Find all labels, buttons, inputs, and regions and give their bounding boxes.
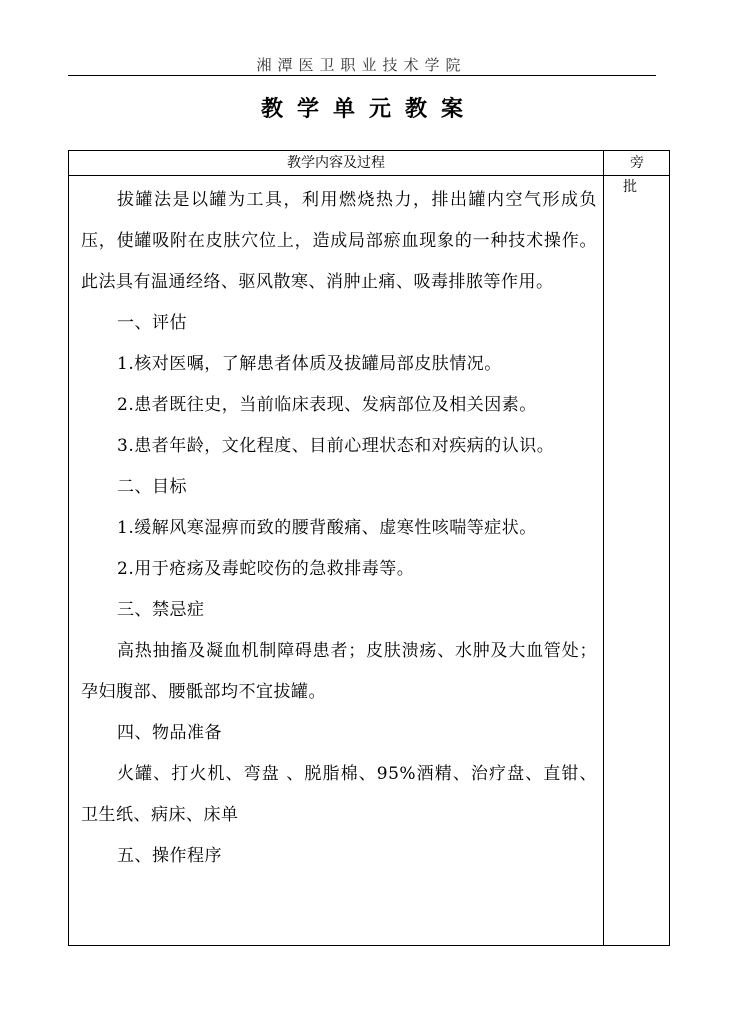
document-title: 教学单元教案 [260,96,477,122]
content-column-header: 教学内容及过程 [287,155,385,171]
lesson-content [69,176,603,877]
section-heading: 四、物品准备 [117,723,222,743]
list-item: 1.核对医嘱，了解患者体质及拔罐局部皮肤情况。 [117,354,502,374]
section-heading: 五、操作程序 [117,846,222,866]
paragraph: 拔罐法是以罐为工具，利用燃烧热力，排出罐内空气形成负压，使罐吸附在皮肤穴位上，造成局部瘀血现象的一种技术操作。此法具有温通经络、驱风散寒、消肿止痛、吸毒排脓等作用。 [81,190,597,292]
paragraph: 火罐、打火机、弯盘 、脱脂棉、95%酒精、治疗盘、直钳、卫生纸、病床、床单 [81,764,597,825]
list-item: 3.患者年龄，文化程度、目前心理状态和对疾病的认识。 [117,436,555,456]
list-item: 1.缓解风寒湿痹而致的腰背酸痛、虚寒性咳喘等症状。 [117,518,537,538]
section-heading: 二、目标 [117,477,187,497]
list-item: 2.用于疮疡及毒蛇咬伤的急救排毒等。 [117,559,415,579]
list-item: 2.患者既往史，当前临床表现、发病部位及相关因素。 [117,395,537,415]
annotation-column-header: 旁批 [623,155,658,195]
section-heading: 一、评估 [117,313,187,333]
paragraph: 高热抽搐及凝血机制障碍患者；皮肤溃疡、水肿及大血管处；孕妇腹部、腰骶部均不宜拔罐。 [81,641,597,702]
section-heading: 三、禁忌症 [117,600,205,620]
lesson-plan-table [68,150,670,946]
annotation-column [604,176,670,945]
header-divider [68,75,656,76]
school-name: 湘潭医卫职业技术学院 [256,56,467,74]
